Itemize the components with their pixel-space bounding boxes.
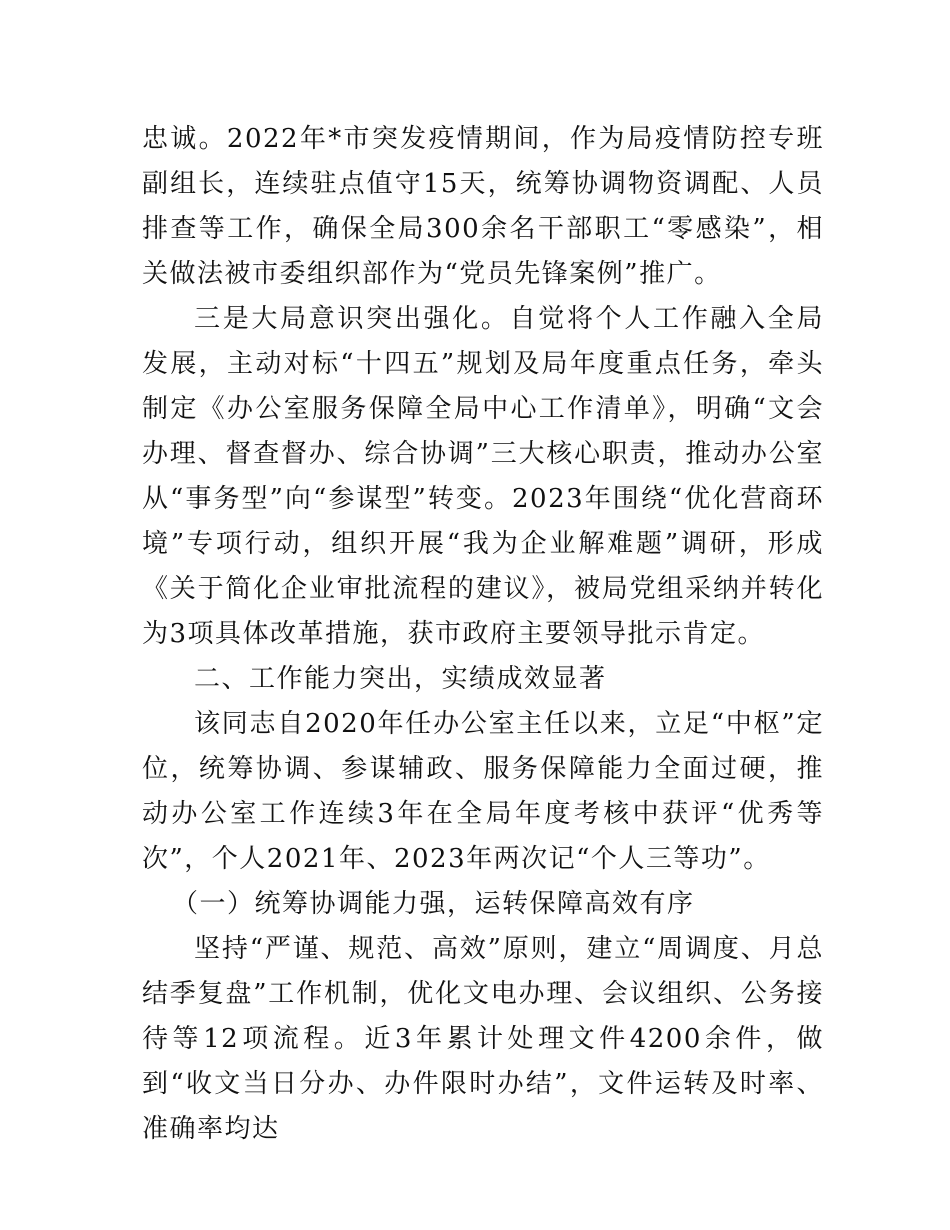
paragraph-overall-awareness: 三是大局意识突出强化。自觉将个人工作融入全局发展，主动对标“十四五”规划及局年度重点任务，牵头制定《办公室服务保障全局中心工作清单》，明确“文会办理、督查督办、综合协调”三大核心职责，推动办公室从“事务型”向“参谋型”转变。2023年围绕“优化营商环境”专项行动，组织开展“我为企业解难题”调研，形成《关于简化企业审批流程的建议》，被局党组采纳并转化为3项具体改革措施，获市政府主要领导批示肯定。 — [142, 304, 824, 649]
paragraph-loyalty-epidemic: 忠诚。2022年*市突发疫情期间，作为局疫情防控专班副组长，连续驻点值守15天，统筹协调物资调配、人员排查等工作，确保全局300余名干部职工“零感染”，相关做法被市委组织部作为“党员先锋案例”推广。 — [142, 124, 824, 289]
paragraph-workflow-mechanism: 坚持“严谨、规范、高效”原则，建立“周调度、月总结季复盘”工作机制，优化文电办理、会议组织、公务接待等12项流程。近3年累计处理文件4200余件，做到“收文当日分办、办件限时办结”，文件运转及时率、准确率均达 — [142, 934, 824, 1144]
subsection-heading-coordination: （一）统筹协调能力强，运转保障高效有序 — [172, 889, 695, 919]
paragraph-office-director: 该同志自2020年任办公室主任以来，立足“中枢”定位，统筹协调、参谋辅政、服务保障能力全面过硬，推动办公室工作连续3年在全局年度考核中获评“优秀等次”，个人2021年、2023年两次记“个人三等功”。 — [142, 709, 824, 874]
document-body — [142, 117, 824, 1152]
section-heading-work-ability: 二、工作能力突出，实绩成效显著 — [194, 664, 607, 694]
